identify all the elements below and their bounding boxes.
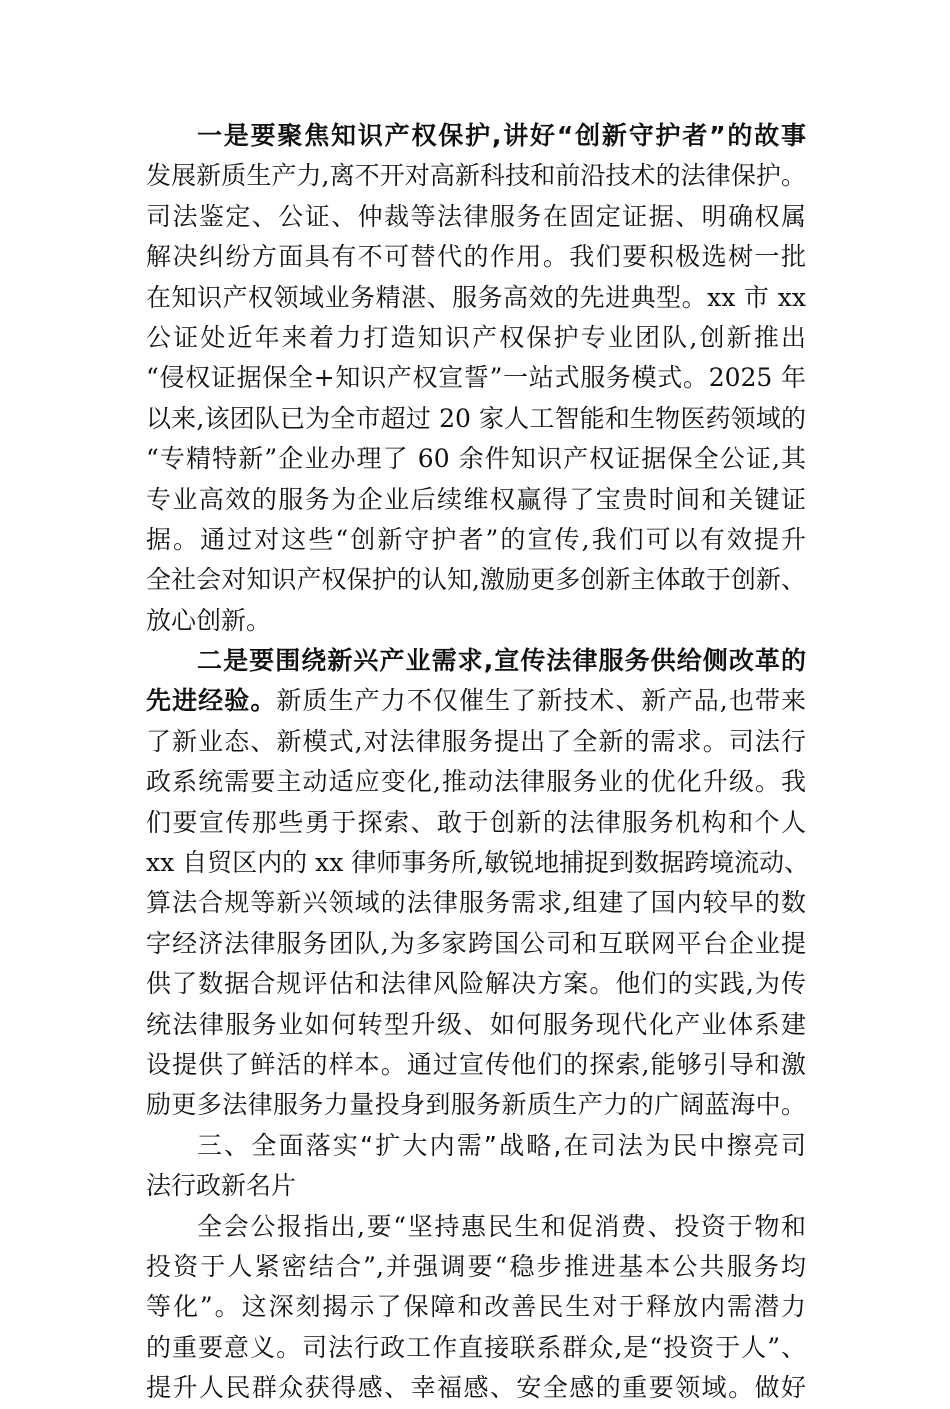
- paragraph-line: 设提供了鲜活的样本。通过宣传他们的探索,能够引导和激: [146, 1049, 806, 1079]
- paragraph-line: 算法合规等新兴领域的法律服务需求,组建了国内较早的数: [146, 888, 806, 918]
- paragraph-line: 等化”。这深刻揭示了保障和改善民生对于释放内需潜力: [146, 1292, 806, 1322]
- paragraph-line: 司法鉴定、公证、仲裁等法律服务在固定证据、明确权属: [146, 201, 806, 231]
- paragraph-line: 统法律服务业如何转型升级、如何服务现代化产业体系建: [146, 1009, 806, 1039]
- paragraph-line: 供了数据合规评估和法律风险解决方案。他们的实践,为传: [146, 969, 806, 999]
- paragraph-line: 解决纠纷方面具有不可替代的作用。我们要积极选树一批: [146, 242, 806, 272]
- paragraph-line: 了新业态、新模式,对法律服务提出了全新的需求。司法行: [146, 726, 806, 756]
- paragraph-line: 全社会对知识产权保护的认知,激励更多创新主体敢于创新、: [146, 565, 806, 595]
- section1-heading: 一是要聚焦知识产权保护,讲好“创新守护者”的故事: [197, 121, 806, 150]
- paragraph-line: 投资于人紧密结合”,并强调要“稳步推进基本公共服务均: [146, 1251, 806, 1281]
- paragraph-line: 在知识产权领域业务精湛、服务高效的先进典型。xx 市 xx: [146, 282, 806, 312]
- paragraph-line: 据。通过对这些“创新守护者”的宣传,我们可以有效提升: [146, 524, 806, 554]
- paragraph-line: 提升人民群众获得感、幸福感、安全感的重要领域。做好: [146, 1373, 806, 1403]
- paragraph-line: 公证处近年来着力打造知识产权保护专业团队,创新推出: [146, 322, 806, 352]
- paragraph-line: 们要宣传那些勇于探索、敢于创新的法律服务机构和个人: [146, 807, 806, 837]
- paragraph-text: 新质生产力不仅催生了新技术、新产品,也带来: [276, 686, 806, 716]
- paragraph-line: 专业高效的服务为企业后续维权赢得了宝贵时间和关键证: [146, 484, 806, 514]
- section2-heading-tail: 先进经验。: [146, 686, 277, 716]
- paragraph-line: 政系统需要主动适应变化,推动法律服务业的优化升级。我: [146, 767, 806, 797]
- section3-heading-line: 三、全面落实“扩大内需”战略,在司法为民中擦亮司: [197, 1130, 806, 1160]
- section3-heading-line: 法行政新名片: [146, 1171, 297, 1201]
- paragraph-line: 发展新质生产力,离不开对高新科技和前沿技术的法律保护。: [146, 161, 806, 191]
- paragraph-line: 励更多法律服务力量投身到服务新质生产力的广阔蓝海中。: [146, 1090, 806, 1120]
- document-body: [146, 116, 810, 1409]
- section2-mixed-line: [146, 681, 806, 721]
- paragraph-line: “专精特新”企业办理了 60 余件知识产权证据保全公证,其: [146, 444, 806, 474]
- paragraph-line: 放心创新。: [146, 605, 272, 635]
- paragraph-line: 字经济法律服务团队,为多家跨国公司和互联网平台企业提: [146, 928, 806, 958]
- section2-heading-line: 二是要围绕新兴产业需求,宣传法律服务供给侧改革的: [197, 646, 806, 676]
- paragraph-line: 全会公报指出,要“坚持惠民生和促消费、投资于物和: [197, 1211, 806, 1241]
- paragraph-line: xx 自贸区内的 xx 律师事务所,敏锐地捕捉到数据跨境流动、: [146, 848, 810, 878]
- paragraph-line: “侵权证据保全+知识产权宣誓”一站式服务模式。2025 年: [146, 363, 806, 393]
- paragraph-line: 的重要意义。司法行政工作直接联系群众,是“投资于人”、: [146, 1332, 806, 1362]
- paragraph-line: 以来,该团队已为全市超过 20 家人工智能和生物医药领域的: [146, 403, 806, 433]
